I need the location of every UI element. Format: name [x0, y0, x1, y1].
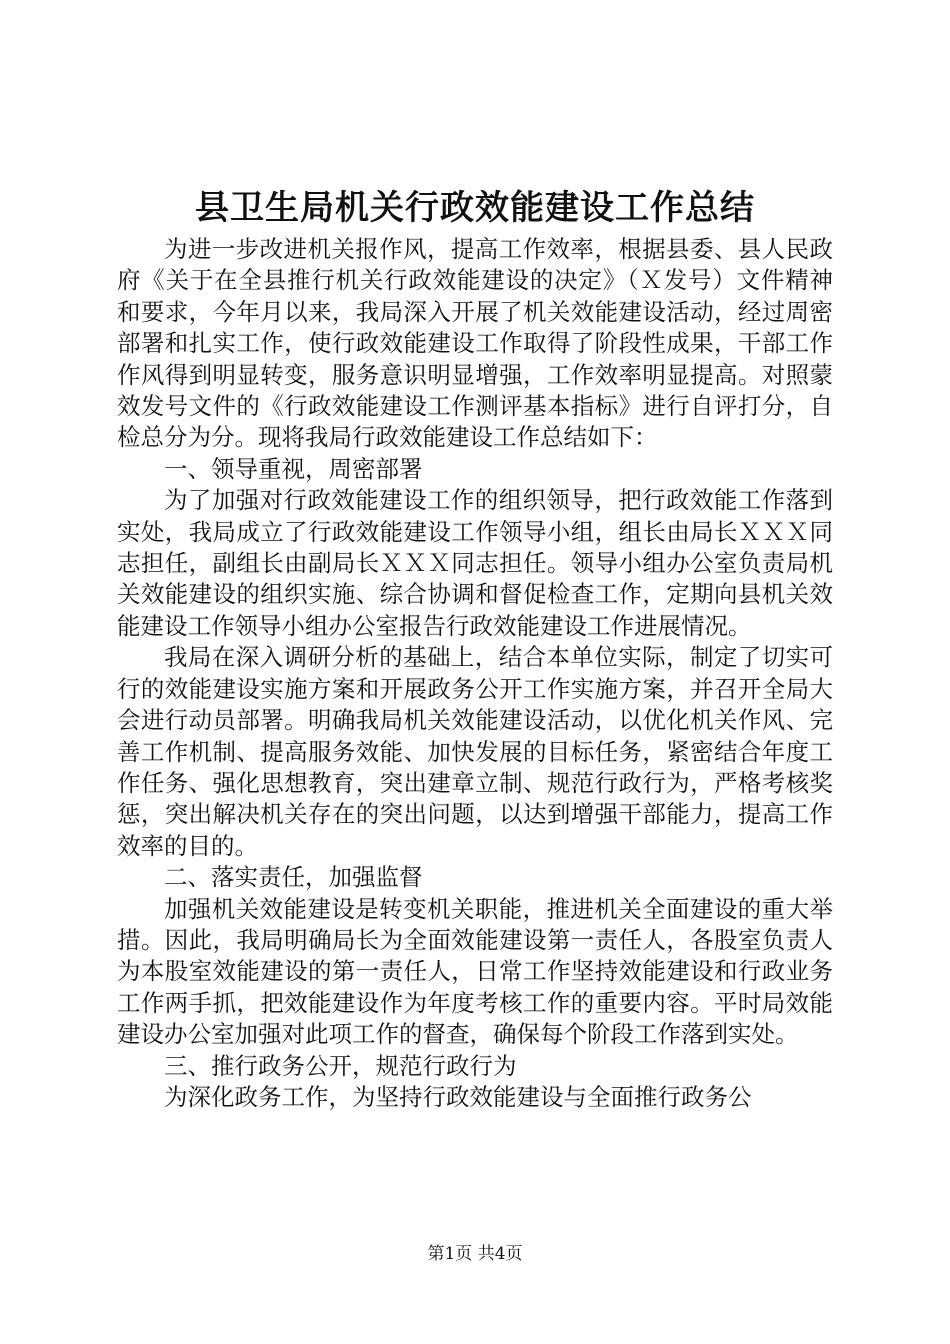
section-heading-2: 二、落实责任，加强监督	[164, 863, 423, 892]
paragraph-leadership: 为了加强对行政效能建设工作的组织领导，把行政效能工作落到实处，我局成立了行政效能建设工作领导小组，组长由局长ＸＸＸ同志担任，副组长由副局长ＸＸＸ同志担任。领导小组办公室负责局机关效能建设的组织实施、综合协调和督促检查工作，定期向县机关效能建设工作领导小组办公室报告行政效能建设工作进展情况。	[117, 486, 833, 640]
paragraph-plan: 我局在深入调研分析的基础上，结合本单位实际，制定了切实可行的效能建设实施方案和开展政务公开工作实施方案，并召开全局大会进行动员部署。明确我局机关效能建设活动，以优化机关作风、完善工作机制、提高服务效能、加快发展的目标任务，紧密结合年度工作任务、强化思想教育，突出建章立制、规范行政行为，严格考核奖惩，突出解决机关存在的突出问题，以达到增强干部能力，提高工作效率的目的。	[117, 643, 833, 860]
page-footer: 第1页 共4页	[427, 1244, 523, 1264]
paragraph-open-government: 为深化政务工作，为坚持行政效能建设与全面推行政务公	[164, 1082, 752, 1111]
section-heading-1: 一、领导重视，周密部署	[164, 454, 423, 483]
paragraph-responsibility: 加强机关效能建设是转变机关职能，推进机关全面建设的重大举措。因此，我局明确局长为全面效能建设第一责任人，各股室负责人为本股室效能建设的第一责任人，日常工作坚持效能建设和行政业务工作两手抓，把效能建设作为年度考核工作的重要内容。平时局效能建设办公室加强对此项工作的督查，确保每个阶段工作落到实处。	[117, 894, 833, 1049]
paragraph-intro: 为进一步改进机关报作风，提高工作效率，根据县委、县人民政府《关于在全县推行机关行政效能建设的决定》（Ｘ发号）文件精神和要求，今年月以来，我局深入开展了机关效能建设活动，经过周密部署和扎实工作，使行政效能建设工作取得了阶段性成果，干部工作作风得到明显转变，服务意识明显增强，工作效率明显提高。对照蒙效发号文件的《行政效能建设工作测评基本指标》进行自评打分，自检总分为分。现将我局行政效能建设工作总结如下：	[117, 235, 833, 452]
section-heading-3: 三、推行政务公开，规范行政行为	[164, 1051, 517, 1080]
document-title: 县卫生局机关行政效能建设工作总结	[195, 188, 755, 228]
document-body	[117, 234, 833, 1113]
